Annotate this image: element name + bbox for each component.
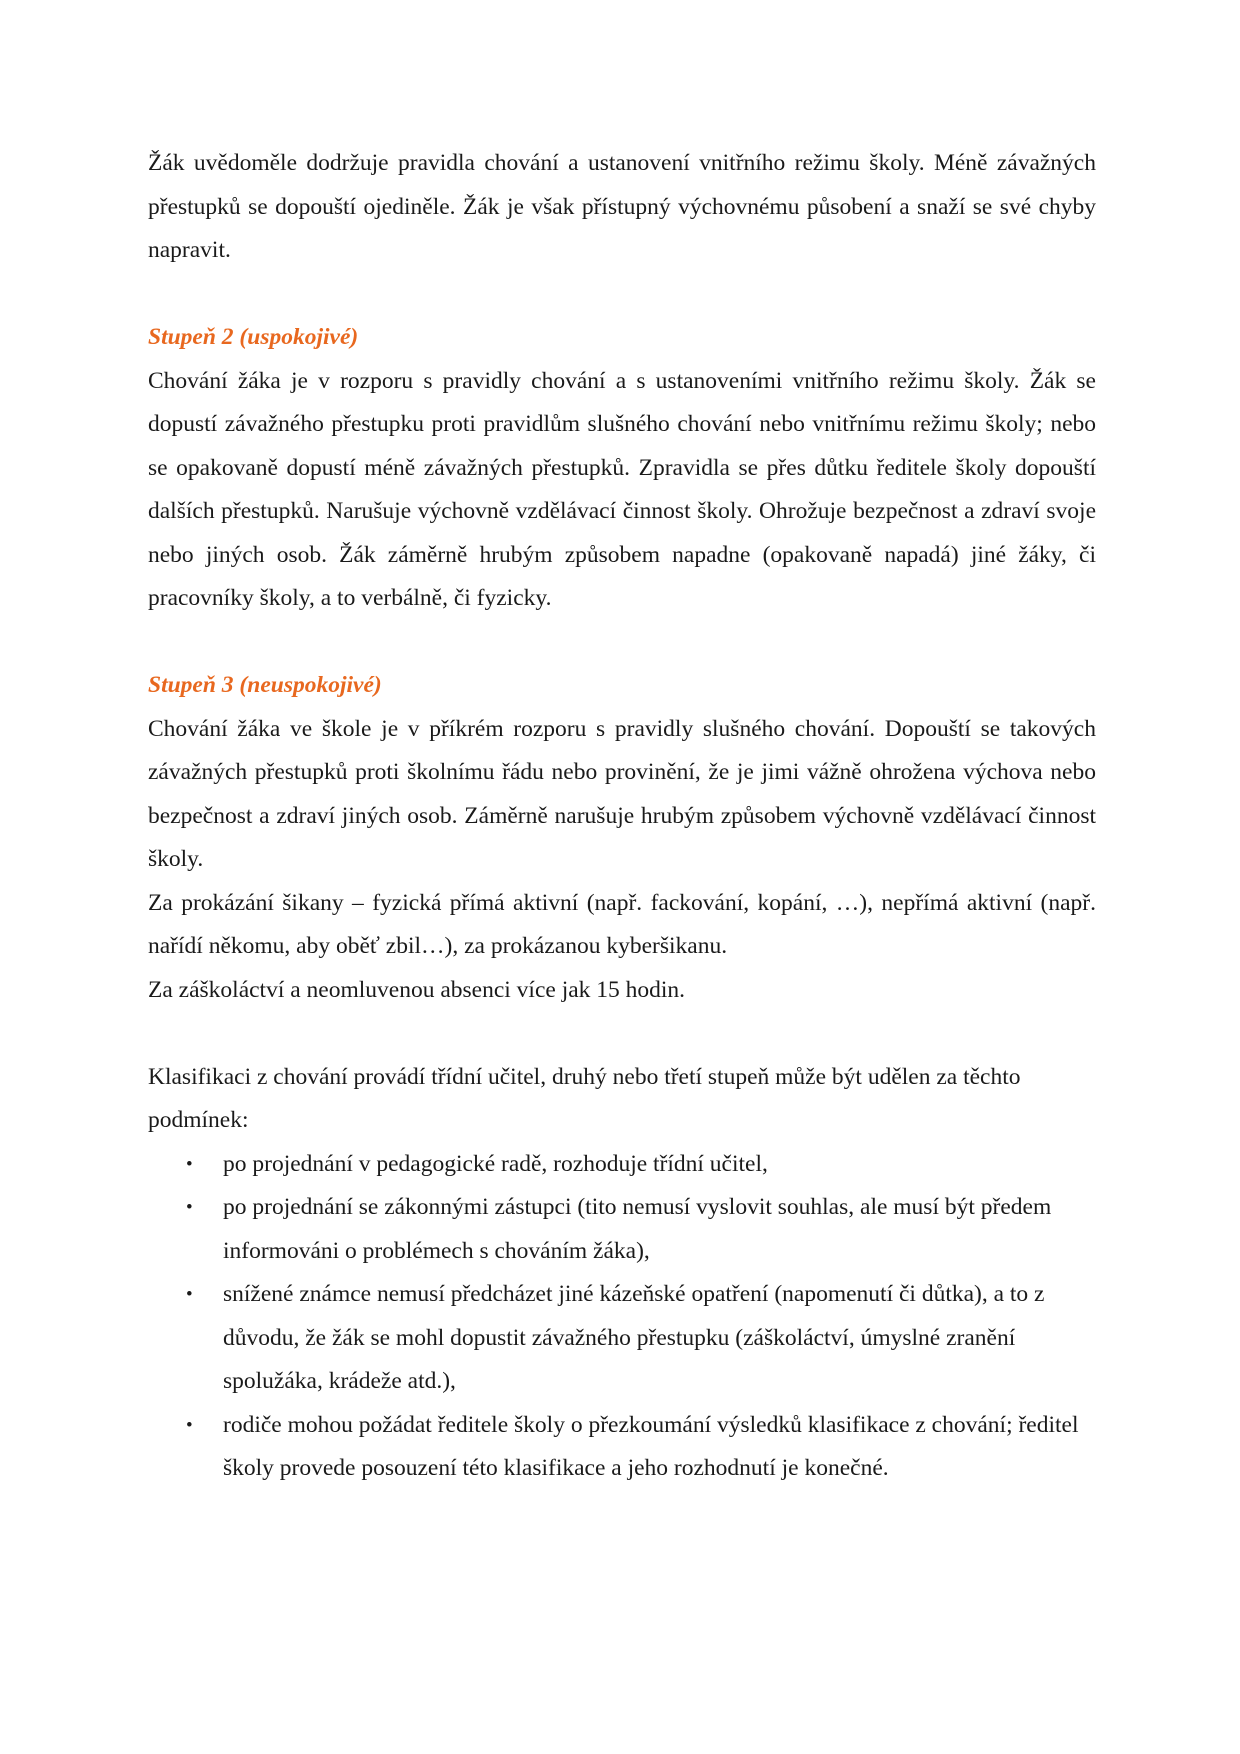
list-item <box>148 1186 1096 1273</box>
bullet-icon: • <box>186 1197 193 1218</box>
list-item <box>148 1143 1096 1187</box>
list-item-text: po projednání v pedagogické radě, rozhoduje třídní učitel, <box>223 1150 768 1177</box>
conditions-list <box>148 1143 1096 1491</box>
zaskolactvi-paragraph: Za záškoláctví a neomluvenou absenci více jak 15 hodin. <box>148 976 686 1003</box>
bullet-icon: • <box>186 1414 193 1436</box>
document-page <box>148 142 1096 1491</box>
stupen-3-paragraph: Chování žáka ve škole je v příkrém rozporu s pravidly slušného chování. Dopouští se takových závažných přestupků proti školnímu řádu nebo provinění, že je jimi vážně ohrožena výchova nebo bezpečnost a zdraví jiných osob. Záměrně narušuje hrubým způsobem výchovně vzdělávací činnost školy. <box>148 715 1096 872</box>
klasifikace-intro: Klasifikaci z chování provádí třídní učitel, druhý nebo třetí stupeň může být udělen za těchto podmínek: <box>148 1063 1021 1133</box>
stupen-2-heading: Stupeň 2 (uspokojivé) <box>148 324 359 350</box>
spacer <box>148 1012 1096 1056</box>
sikana-paragraph: Za prokázání šikany – fyzická přímá aktivní (např. fackování, kopání, …), nepřímá aktivní (např. nařídí někomu, aby oběť zbil…), za prokázanou kyberšikanu. <box>148 889 1096 959</box>
list-item <box>148 1273 1096 1404</box>
bullet-icon: • <box>186 1284 193 1305</box>
list-item-text: po projednání se zákonnými zástupci (tito nemusí vyslovit souhlas, ale musí být předem informováni o problémech s chováním žáka), <box>223 1194 1052 1264</box>
list-item-text: rodiče mohou požádat ředitele školy o přezkoumání výsledků klasifikace z chování; ředitel školy provede posouzení této klasifikace a jeho rozhodnutí je konečné. <box>223 1411 1079 1481</box>
spacer <box>148 621 1096 665</box>
intro-paragraph: Žák uvědoměle dodržuje pravidla chování a ustanovení vnitřního režimu školy. Méně závažných přestupků se dopouští ojediněle. Žák je však přístupný výchovnému působení a snaží se své chyby napravit. <box>148 150 1096 263</box>
list-item-text: snížené známce nemusí předcházet jiné kázeňské opatření (napomenutí či důtka), a to z důvodu, že žák se mohl dopustit závažného přestupku (záškoláctví, úmyslné zranění spolužáka, krádeže atd.), <box>223 1281 1045 1394</box>
stupen-2-paragraph: Chování žáka je v rozporu s pravidly chování a s ustanoveními vnitřního režimu školy. Žák se dopustí závažného přestupku proti pravidlům slušného chování nebo vnitřnímu režimu školy; nebo se opakovaně dopustí méně závažných přestupků. Zpravidla se přes důtku ředitele školy dopouští dalších přestupků. Narušuje výchovně vzdělávací činnost školy. Ohrožuje bezpečnost a zdraví svoje nebo jiných osob. Žák záměrně hrubým způsobem napadne (opakovaně napadá) jiné žáky, či pracovníky školy, a to verbálně, či fyzicky. <box>148 367 1096 611</box>
spacer <box>148 273 1096 317</box>
stupen-3-heading: Stupeň 3 (neuspokojivé) <box>148 672 382 698</box>
list-item <box>148 1404 1096 1491</box>
bullet-icon: • <box>186 1153 193 1175</box>
